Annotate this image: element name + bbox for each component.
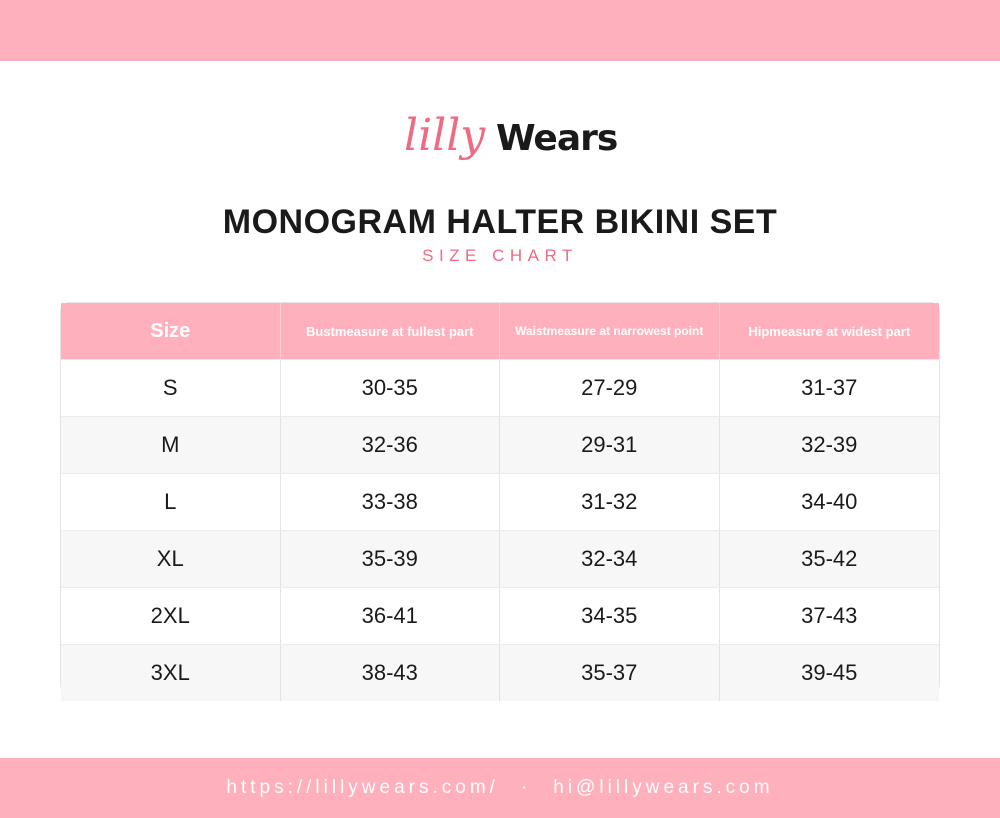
waist-cell: 34-35 <box>500 588 720 644</box>
size-cell: L <box>61 474 281 530</box>
page-title: MONOGRAM HALTER BIKINI SET <box>222 203 778 241</box>
bust-cell: 35-39 <box>281 531 501 587</box>
table-header-row <box>61 303 939 359</box>
bust-cell: 30-35 <box>281 360 501 416</box>
hip-cell: 35-42 <box>801 546 858 571</box>
waist-cell: 31-32 <box>500 474 720 530</box>
waist-cell: 32-34 <box>500 531 720 587</box>
table-row <box>61 416 939 473</box>
email-link[interactable]: hi@lillywears.com <box>553 777 774 798</box>
header-hip: Hipmeasure at widest part <box>748 323 911 339</box>
waist-cell: 35-37 <box>500 645 720 701</box>
logo-script-text: lilly <box>404 110 486 161</box>
size-cell: M <box>61 417 281 473</box>
header-bust: Bustmeasure at fullest part <box>281 303 501 359</box>
bust-cell: 36-41 <box>281 588 501 644</box>
logo-word-text: Wears <box>496 118 618 159</box>
size-cell: 3XL <box>61 645 281 701</box>
table-row <box>61 530 939 587</box>
header-waist: Waistmeasure at narrowest point <box>500 303 720 359</box>
waist-cell: 29-31 <box>500 417 720 473</box>
table-row <box>61 473 939 530</box>
hip-cell: 31-37 <box>801 375 858 400</box>
footer-band <box>0 758 1000 818</box>
footer-separator: · <box>520 777 532 798</box>
size-chart-table <box>60 302 940 694</box>
table-row <box>61 359 939 416</box>
header-size: Size <box>61 303 281 359</box>
bust-cell: 38-43 <box>281 645 501 701</box>
waist-cell: 27-29 <box>500 360 720 416</box>
bust-cell: 32-36 <box>281 417 501 473</box>
hip-cell: 37-43 <box>801 603 858 628</box>
top-band <box>0 0 1000 61</box>
table-row <box>61 587 939 644</box>
hip-cell: 32-39 <box>801 432 858 457</box>
size-cell: XL <box>61 531 281 587</box>
page-subtitle: SIZE CHART <box>422 246 578 265</box>
table-row <box>61 644 939 701</box>
hip-cell: 39-45 <box>801 660 858 685</box>
bust-cell: 33-38 <box>281 474 501 530</box>
size-cell: S <box>61 360 281 416</box>
logo-graphic <box>400 100 618 176</box>
hip-cell: 34-40 <box>801 489 858 514</box>
website-link[interactable]: https://lillywears.com/ <box>226 777 499 798</box>
brand-logo <box>0 100 1000 176</box>
size-cell: 2XL <box>61 588 281 644</box>
